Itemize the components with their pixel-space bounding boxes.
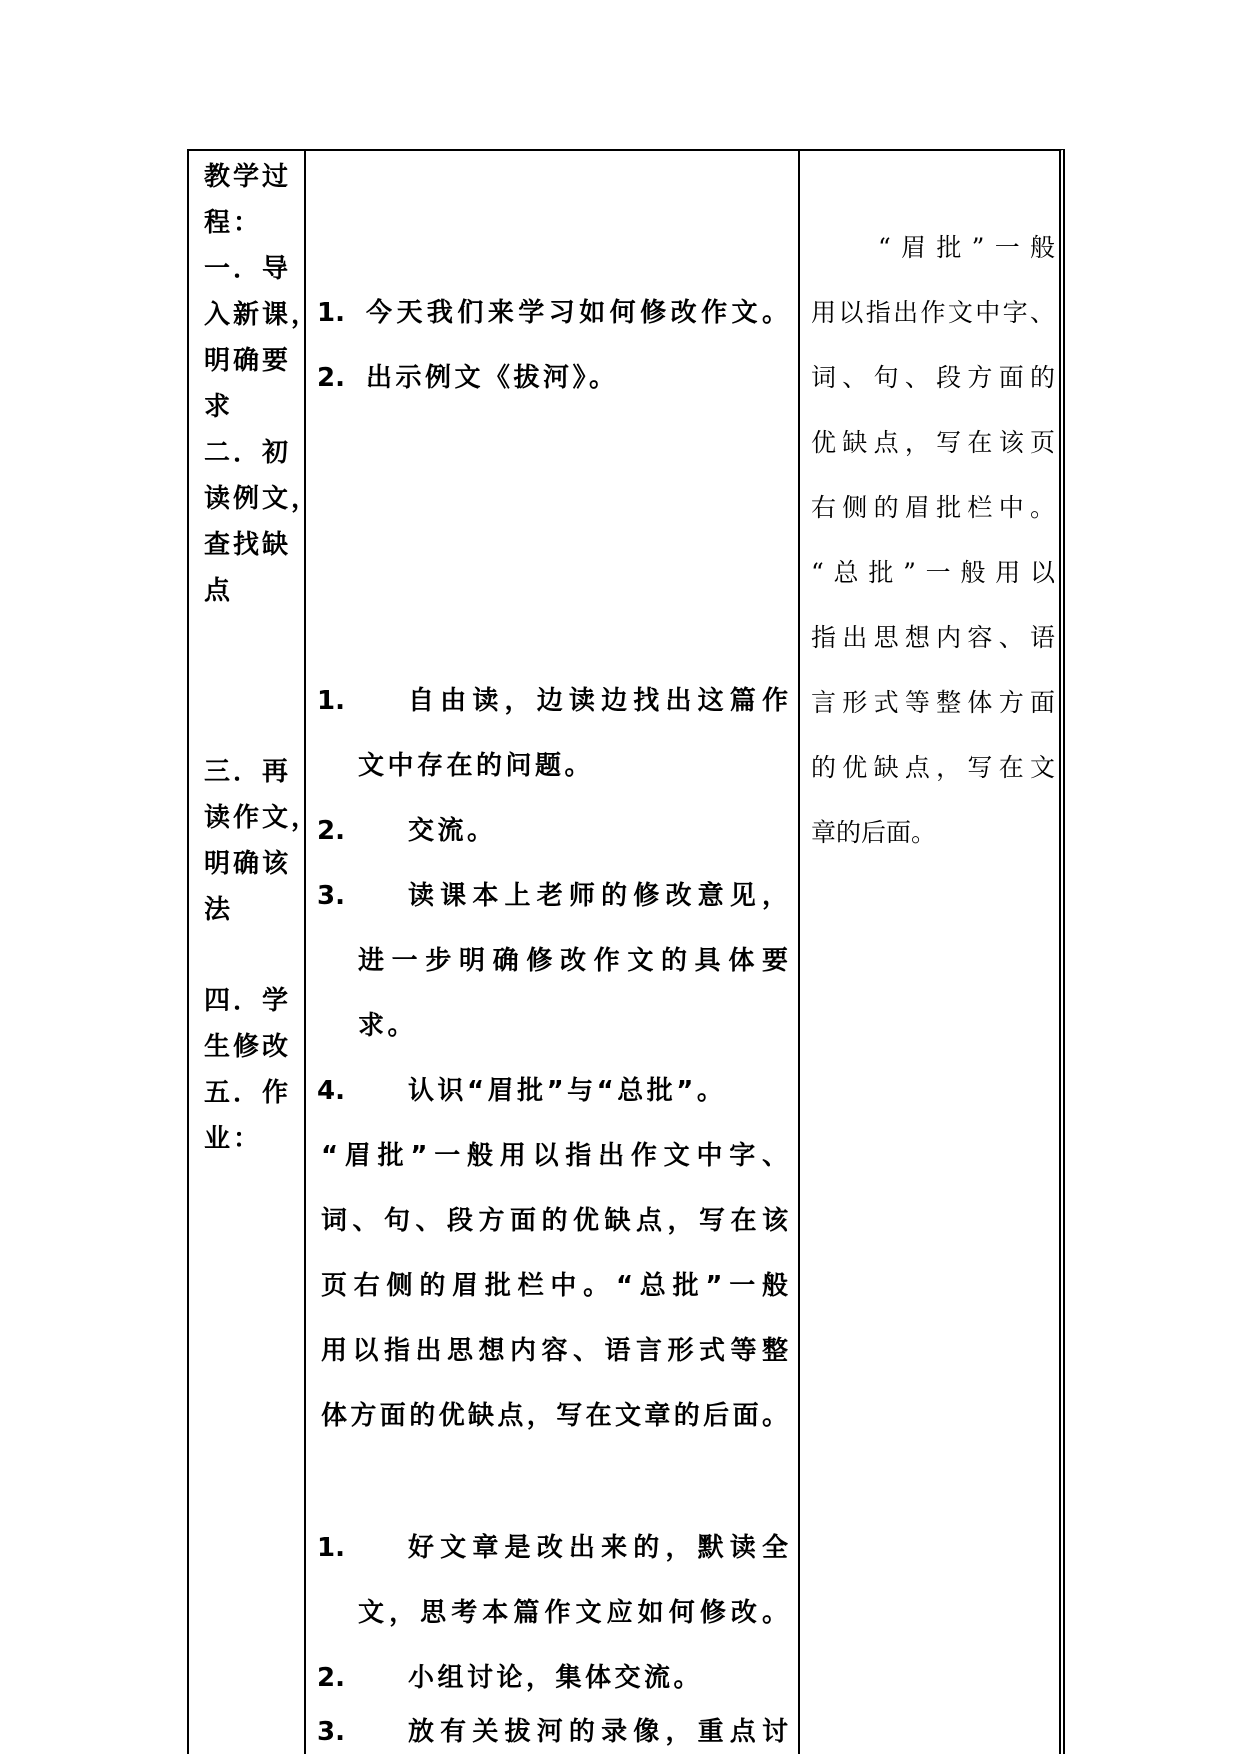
activity-text: 文，思考本篇作文应如何修改。 xyxy=(358,1598,788,1628)
notes-line: 词、句、段方面的 xyxy=(811,363,1055,392)
process-stage-line: 教学过 xyxy=(204,162,292,192)
activity-text: 自由读，边读边找出这篇作 xyxy=(408,686,788,716)
notes-line: 用以指出作文中字、 xyxy=(811,298,1055,327)
process-stage-line: 三．再 xyxy=(204,757,292,787)
explanation-line xyxy=(306,1124,798,1189)
activity-text: 文中存在的问题。 xyxy=(358,751,595,781)
activity-text: 今天我们来学习如何修改作文。 xyxy=(366,298,788,328)
activity-number: 1. xyxy=(317,686,345,716)
activity-number: 2. xyxy=(317,816,345,846)
notes-line: “眉批”一般 xyxy=(878,233,1055,262)
notes-line: 的优缺点，写在文 xyxy=(811,753,1055,782)
activity-text: 求。 xyxy=(358,1011,418,1041)
activity-item-continuation xyxy=(306,929,798,994)
activity-item xyxy=(306,669,798,734)
activity-number: 1. xyxy=(317,298,345,328)
process-stage-block xyxy=(204,154,320,614)
activity-item xyxy=(306,1059,798,1124)
notes-line: 右侧的眉批栏中。 xyxy=(811,493,1055,522)
notes-line: 言形式等整体方面 xyxy=(811,688,1055,717)
revision-activity-list xyxy=(306,1516,798,1747)
process-stage-line: 业： xyxy=(204,1124,263,1154)
process-stage-line: 读例文， xyxy=(204,484,321,514)
activity-text: 进一步明确修改作文的具体要 xyxy=(358,946,788,976)
notes-text xyxy=(811,215,1055,865)
activity-text: 读课本上老师的修改意见， xyxy=(408,881,788,911)
activity-item-continuation xyxy=(306,734,798,799)
activity-number: 3. xyxy=(317,881,345,911)
activity-item xyxy=(306,1717,798,1747)
activity-text: 认识“眉批”与“总批”。 xyxy=(408,1076,727,1106)
process-stage-line: 程： xyxy=(204,208,263,238)
process-stage-line: 五．作 xyxy=(204,1078,292,1108)
process-stage-line: 明确该 xyxy=(204,849,292,879)
activity-number: 2. xyxy=(317,1663,345,1693)
activity-item xyxy=(306,346,798,411)
notes-line: 章的后面。 xyxy=(811,818,937,847)
activity-item xyxy=(306,1516,798,1581)
activity-item xyxy=(306,1646,798,1711)
process-stage-line: 入新课， xyxy=(204,300,321,330)
process-stage-line: 一．导 xyxy=(204,254,292,284)
lesson-plan-table xyxy=(187,149,1065,1754)
activity-item xyxy=(306,799,798,864)
activity-item-continuation xyxy=(306,1581,798,1646)
process-stage-line: 法 xyxy=(204,895,234,925)
explanation-text: 体方面的优缺点，写在文章的后面。 xyxy=(321,1401,788,1431)
activity-item xyxy=(306,864,798,929)
explanation-text: 页右侧的眉批栏中。“总批”一般 xyxy=(321,1271,788,1301)
reading-activity-list xyxy=(306,669,798,1449)
notes-line: 优缺点，写在该页 xyxy=(811,428,1055,457)
activity-text: 交流。 xyxy=(408,816,497,846)
process-stage-block xyxy=(204,749,320,933)
teaching-activities-column xyxy=(306,151,800,1754)
activity-number: 3. xyxy=(317,1717,345,1747)
process-stage-line: 求 xyxy=(204,392,234,422)
process-stage-line: 点 xyxy=(204,576,234,606)
explanation-line xyxy=(306,1254,798,1319)
explanation-text: “眉批”一般用以指出作文中字、 xyxy=(321,1141,788,1171)
explanation-line xyxy=(306,1384,798,1449)
activity-text: 放有关拔河的录像，重点讨 xyxy=(408,1717,788,1747)
process-stage-line: 查找缺 xyxy=(204,530,292,560)
process-stage-line: 读作文， xyxy=(204,803,321,833)
activity-number: 4. xyxy=(317,1076,345,1106)
activity-text: 出示例文《拔河》。 xyxy=(366,363,619,393)
process-stage-block xyxy=(204,978,291,1162)
activity-text: 好文章是改出来的，默读全 xyxy=(408,1533,788,1563)
process-stage-line: 四．学 xyxy=(204,986,292,1016)
intro-activity-list xyxy=(306,281,798,411)
notes-line: 指出思想内容、语 xyxy=(811,623,1055,652)
notes-line: “总批”一般用以 xyxy=(811,558,1055,587)
activity-item-continuation xyxy=(306,994,798,1059)
activity-number: 1. xyxy=(317,1533,345,1563)
activity-text: 小组讨论，集体交流。 xyxy=(408,1663,704,1693)
explanation-line xyxy=(306,1319,798,1384)
process-stage-line: 生修改 xyxy=(204,1032,292,1062)
process-stage-line: 二．初 xyxy=(204,438,292,468)
teaching-process-column xyxy=(189,151,321,1754)
explanation-text: 词、句、段方面的优缺点，写在该 xyxy=(321,1206,788,1236)
activity-number: 2. xyxy=(317,363,345,393)
notes-column xyxy=(800,151,1059,1754)
activity-item xyxy=(306,281,798,346)
process-stage-line: 明确要 xyxy=(204,346,292,376)
explanation-line xyxy=(306,1189,798,1254)
explanation-text: 用以指出思想内容、语言形式等整 xyxy=(321,1336,788,1366)
